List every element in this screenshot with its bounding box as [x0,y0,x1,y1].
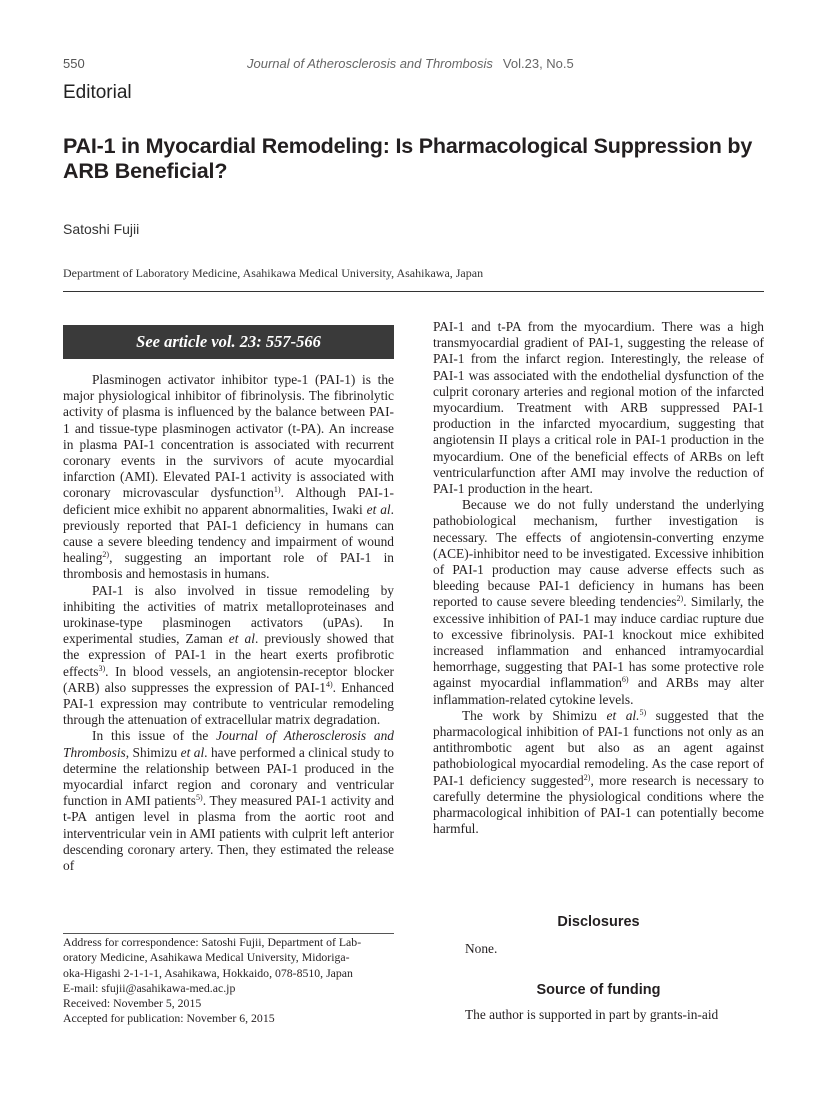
footnote-email[interactable]: E-mail: sfujii@asahikawa-med.ac.jp [63,980,236,995]
citation-ref[interactable]: 5) [196,793,203,803]
see-article-banner[interactable] [63,325,394,359]
footnote-divider [63,933,394,934]
citation-ref[interactable]: 1) [273,485,281,495]
footnote-accepted: Accepted for publication: November 6, 2015 [63,1011,275,1026]
funding-text: The author is supported in part by grants-in-aid [465,1007,719,1022]
author-affiliation: Department of Laboratory Medicine, Asahikawa Medical University, Asahikawa, Japan [63,266,484,280]
journal-name: Journal of Atherosclerosis and Thrombosis [247,56,493,71]
footnote-received: Received: November 5, 2015 [63,996,202,1011]
paragraph-3-continued [433,319,764,497]
continued-text: PAI-1 and t-PA from the myocardium. There was a high transmyocardial gradient of PAI-1, suggesting the release of PAI-1 from the infarct region. Interestingly, the release of PAI-1 was associated with the endothelial dysfunction of the culprit coronary arteries and regional motion of the infarcted myocardium. Treatment with ARB suppressed PAI-1 production in the infarcted myocardium, suggesting that angiotensin II plays a critical role in PAI-1 production in the myocardium. One of the beneficial effects of ARBs on left ventricularfunction after AMI may involve the reduction of PAI-1 production in the heart. [433,319,764,497]
footnote-line: oratory Medicine, Asahikawa Medical University, Midorigа- [63,950,350,965]
body-column-right [433,319,764,838]
correspondence-footnote [63,935,394,1027]
header-divider [63,291,764,292]
paragraph-5: The work by Shimizu et al.$^{5)}$ suggested that the pharmacological inhibition of PAI-1 functions not only as an antithrombotic agent but also as an agent against pathobiological myocardial remodeling. As the case report of PAI-1 deficiency suggested$^{2)}$, more research is necessary to carefully determine the physiological conditions where the pharmacological inhibition of PAI-1 can potentially become harmful. [433,707,764,837]
disclosures-heading: Disclosures [557,914,640,930]
paragraph-4: Because we do not fully understand the underlying pathobiological mechanism, further investigation is necessary. The effects of angiotensin-converting enzyme (ACE)-inhibitor need to be investigated. Excessive inhibition of PAI-1 production may cause adverse effects such as bleeding because PAI-1 deficiency in humans has been reported to cause severe bleeding tendencies$^{2)}$. Similarly, the excessive inhibition of PAI-1 may induce cardiac rupture due to excessive fibrinolysis. PAI-1 knockout mice exhibited increased inflammation and enhanced intramyocardial hemorrhage, suggesting that PAI-1 has some protective role against myocardial inflammation$^{6)}$ and ARBs may alter inflammation-related cytokine levels. [433,497,764,707]
body-column-left [63,372,394,874]
footnote-line: Address for correspondence: Satoshi Fujii, Department of Lab- [63,935,362,949]
citation-ref[interactable]: 6) [621,675,629,685]
citation-ref[interactable]: 5) [639,707,647,717]
citation-ref[interactable]: 3) [98,663,106,673]
paragraph-2: PAI-1 is also involved in tissue remodeling by inhibiting the activities of matrix metalloproteinases and urokinase-type plasminogen activators (uPAs). In experimental studies, Zaman et al. previously showed that the expression of PAI-1 in the heart exerts profibrotic effects$^{3)}$. In blood vessels, an angiotensin-receptor blocker (ARB) also suppresses the expression of PAI-1$^{4)}$. Enhanced PAI-1 expression may contribute to ventricular remodeling through the attenuation of extracellular matrix degradation. [63,582,394,728]
author-name: Satoshi Fujii [63,221,140,237]
see-article-label: See article vol. 23: 557-566 [136,332,321,351]
running-head [247,56,574,71]
paragraph-1: Plasminogen activator inhibitor type-1 (PAI-1) is the major physiological inhibitor of fibrinolysis. The fibrinolytic activity of plasma is influenced by the balance between PAI-1 and tissue-type plasminogen activator (t-PA). An increase in plasma PAI-1 concentration is associated with recurrent coronary events in the survivors of acute myocardial infarction (AMI). Elevated PAI-1 activity is associated with coronary microvascular dysfunction$^{1)}$. Although PAI-1-deficient mice exhibit no apparent abnormalities, Iwaki et al. previously reported that PAI-1 deficiency in humans can cause a severe bleeding tendency and impairment of wound healing$^{2)}$, suggesting an important role of PAI-1 in thrombosis and hemostasis in humans. [63,372,394,582]
page-number: 550 [63,56,85,71]
citation-ref[interactable]: 2) [676,594,684,604]
title-line-2: ARB Beneficial? [63,159,228,183]
section-label: Editorial [63,82,132,103]
journal-volume: Vol.23, No.5 [502,56,574,71]
citation-ref[interactable]: 2) [102,550,110,560]
article-title [63,134,773,184]
citation-ref[interactable]: 2) [583,772,591,782]
paragraph-3: In this issue of the Journal of Atherosclerosis and Thrombosis, Shimizu et al. have performed a clinical study to determine the relationship between PAI-1 produced in the myocardial infarct region and coronary and ventricular function in AMI patients$^{5)}$. They measured PAI-1 activity and t-PA antigen level in plasma from the aortic root and interventricular vein in AMI patients with culprit left anterior descending coronary artery. Then, they estimated the release of [63,728,394,874]
citation-ref[interactable]: 4) [325,679,333,689]
disclosures-text: None. [465,941,498,956]
funding-heading: Source of funding [536,982,661,998]
footnote-line: oka-Higashi 2-1-1-1, Asahikawa, Hokkaido, 078-8510, Japan [63,965,353,980]
title-line-1: PAI-1 in Myocardial Remodeling: Is Pharmacological Suppression by [63,134,753,158]
